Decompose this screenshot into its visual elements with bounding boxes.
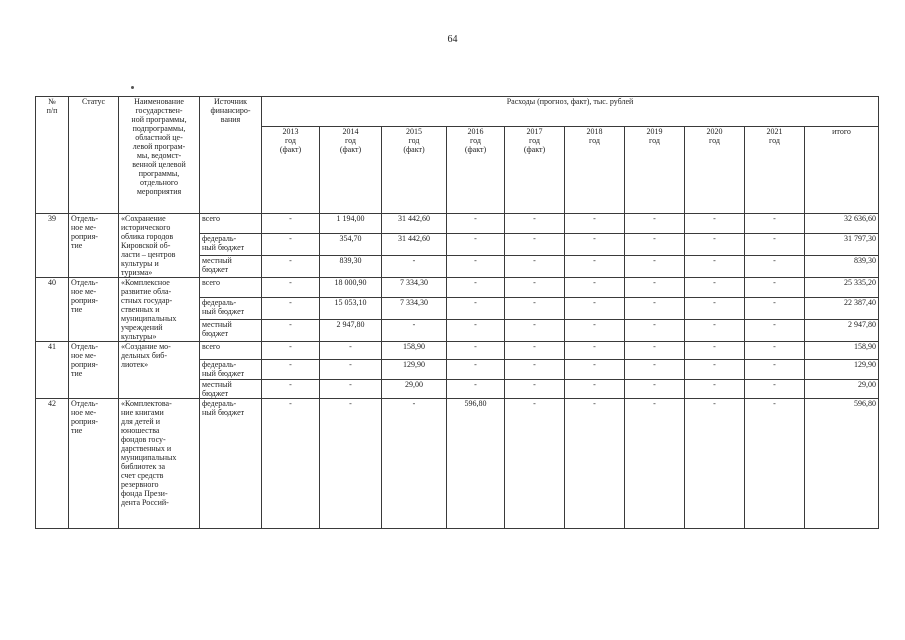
value-cell: - [685, 278, 745, 298]
value-cell: 15 053,10 [320, 297, 382, 319]
value-cell: - [320, 399, 382, 529]
value-cell: 158,90 [382, 342, 447, 360]
funding-source: местный бюджет [200, 380, 262, 399]
value-cell: - [685, 255, 745, 277]
col-header-year: 2017 год (факт) [505, 127, 565, 214]
value-cell: - [565, 399, 625, 529]
value-cell: - [685, 319, 745, 341]
value-cell: - [565, 380, 625, 399]
value-cell: - [505, 380, 565, 399]
total-cell: 158,90 [805, 342, 879, 360]
value-cell: - [447, 319, 505, 341]
funding-source: федераль- ный бюджет [200, 360, 262, 380]
value-cell: - [447, 297, 505, 319]
value-cell: - [262, 360, 320, 380]
funding-source: местный бюджет [200, 255, 262, 277]
value-cell: - [685, 380, 745, 399]
value-cell: - [745, 234, 805, 255]
total-cell: 25 335,20 [805, 278, 879, 298]
value-cell: - [262, 297, 320, 319]
value-cell: 7 334,30 [382, 297, 447, 319]
value-cell: 31 442,60 [382, 214, 447, 234]
value-cell: - [745, 319, 805, 341]
value-cell: - [262, 214, 320, 234]
value-cell: - [685, 234, 745, 255]
value-cell: - [625, 278, 685, 298]
funding-source: федераль- ный бюджет [200, 297, 262, 319]
value-cell: - [745, 255, 805, 277]
value-cell: - [505, 360, 565, 380]
row-status: Отдель- ное ме- роприя- тие [69, 399, 119, 529]
value-cell: - [262, 380, 320, 399]
value-cell: - [505, 255, 565, 277]
value-cell: - [685, 399, 745, 529]
row-name: «Комплектова- ние книгами для детей и юношества фондов госу- дарственных и муниципальных библиотек за счет средств резервного фонда Прези- дента Россий- [119, 399, 200, 529]
table-row [36, 399, 879, 529]
funding-source: федераль- ный бюджет [200, 234, 262, 255]
value-cell: - [262, 234, 320, 255]
value-cell: - [685, 297, 745, 319]
value-cell: - [505, 278, 565, 298]
value-cell: - [565, 342, 625, 360]
row-status: Отдель- ное ме- роприя- тие [69, 342, 119, 399]
value-cell: - [625, 255, 685, 277]
value-cell: 31 442,60 [382, 234, 447, 255]
total-cell: 596,80 [805, 399, 879, 529]
total-cell: 22 387,40 [805, 297, 879, 319]
col-header-year: 2018 год [565, 127, 625, 214]
col-header-status: Статус [69, 97, 119, 214]
value-cell: - [625, 399, 685, 529]
value-cell: - [447, 234, 505, 255]
value-cell: - [447, 278, 505, 298]
table-row [36, 214, 879, 234]
row-num: 40 [36, 278, 69, 342]
value-cell: - [565, 214, 625, 234]
value-cell: 2 947,80 [320, 319, 382, 341]
row-num: 39 [36, 214, 69, 278]
value-cell: 7 334,30 [382, 278, 447, 298]
funding-source: всего [200, 278, 262, 298]
row-status: Отдель- ное ме- роприя- тие [69, 278, 119, 342]
col-header-num: № п/п [36, 97, 69, 214]
value-cell: - [320, 380, 382, 399]
total-cell: 31 797,30 [805, 234, 879, 255]
total-cell: 29,00 [805, 380, 879, 399]
value-cell: - [625, 342, 685, 360]
value-cell: - [745, 360, 805, 380]
value-cell: - [505, 319, 565, 341]
value-cell: - [565, 360, 625, 380]
total-cell: 2 947,80 [805, 319, 879, 341]
col-header-year: 2013 год (факт) [262, 127, 320, 214]
col-header-name: Наименование государствен- ной программы, подпрограммы, областной це- левой програм- мы, ведомст- венной целевой программы, отдельного мероприятия [119, 97, 200, 214]
scan-speck [131, 86, 134, 89]
value-cell: - [447, 360, 505, 380]
value-cell: - [262, 255, 320, 277]
value-cell: - [625, 380, 685, 399]
value-cell: - [505, 234, 565, 255]
value-cell: - [685, 360, 745, 380]
col-header-year: 2015 год (факт) [382, 127, 447, 214]
funding-source: всего [200, 342, 262, 360]
value-cell: - [745, 278, 805, 298]
value-cell: - [262, 278, 320, 298]
value-cell: - [565, 278, 625, 298]
value-cell: - [745, 297, 805, 319]
total-cell: 129,90 [805, 360, 879, 380]
table-body [36, 214, 879, 529]
value-cell: - [382, 399, 447, 529]
value-cell: - [382, 319, 447, 341]
row-num: 41 [36, 342, 69, 399]
value-cell: - [447, 255, 505, 277]
row-name: «Создание мо- дельных биб- лиотек» [119, 342, 200, 399]
value-cell: - [565, 319, 625, 341]
value-cell: - [262, 342, 320, 360]
value-cell: - [320, 360, 382, 380]
value-cell: - [625, 297, 685, 319]
value-cell: 354,70 [320, 234, 382, 255]
value-cell: - [745, 399, 805, 529]
col-header-year: 2014 год (факт) [320, 127, 382, 214]
col-header-source: Источник финансиро- вания [200, 97, 262, 214]
row-name: «Сохранение исторического облика городов Кировской об- ласти – центров культуры и туризма» [119, 214, 200, 278]
value-cell: - [685, 342, 745, 360]
page-number: 64 [447, 34, 458, 45]
col-header-expenses: Расходы (прогноз, факт), тыс. рублей [262, 97, 879, 127]
value-cell: - [745, 214, 805, 234]
value-cell: - [625, 319, 685, 341]
value-cell: - [565, 255, 625, 277]
funding-source: местный бюджет [200, 319, 262, 341]
value-cell: - [625, 360, 685, 380]
value-cell: - [505, 214, 565, 234]
value-cell: 29,00 [382, 380, 447, 399]
value-cell: - [565, 297, 625, 319]
value-cell: 129,90 [382, 360, 447, 380]
value-cell: - [320, 342, 382, 360]
col-header-year: 2020 год [685, 127, 745, 214]
table-row [36, 278, 879, 298]
funding-source: федераль- ный бюджет [200, 399, 262, 529]
total-cell: 839,30 [805, 255, 879, 277]
value-cell: - [447, 342, 505, 360]
value-cell: - [382, 255, 447, 277]
value-cell: 18 000,90 [320, 278, 382, 298]
total-cell: 32 636,60 [805, 214, 879, 234]
row-num: 42 [36, 399, 69, 529]
funding-source: всего [200, 214, 262, 234]
value-cell: - [745, 380, 805, 399]
row-name: «Комплексное развитие обла- стных государ- ственных и муниципальных учреждений культуры» [119, 278, 200, 342]
value-cell: - [625, 214, 685, 234]
value-cell: - [565, 234, 625, 255]
table-row [36, 342, 879, 360]
value-cell: 839,30 [320, 255, 382, 277]
col-header-total: итого [805, 127, 879, 214]
value-cell: 1 194,00 [320, 214, 382, 234]
value-cell: - [447, 214, 505, 234]
financing-table [35, 96, 879, 529]
value-cell: - [685, 214, 745, 234]
value-cell: 596,80 [447, 399, 505, 529]
row-status: Отдель- ное ме- роприя- тие [69, 214, 119, 278]
value-cell: - [262, 319, 320, 341]
value-cell: - [505, 399, 565, 529]
value-cell: - [505, 342, 565, 360]
value-cell: - [505, 297, 565, 319]
col-header-year: 2019 год [625, 127, 685, 214]
value-cell: - [262, 399, 320, 529]
col-header-year: 2016 год (факт) [447, 127, 505, 214]
value-cell: - [447, 380, 505, 399]
value-cell: - [625, 234, 685, 255]
col-header-year: 2021 год [745, 127, 805, 214]
value-cell: - [745, 342, 805, 360]
